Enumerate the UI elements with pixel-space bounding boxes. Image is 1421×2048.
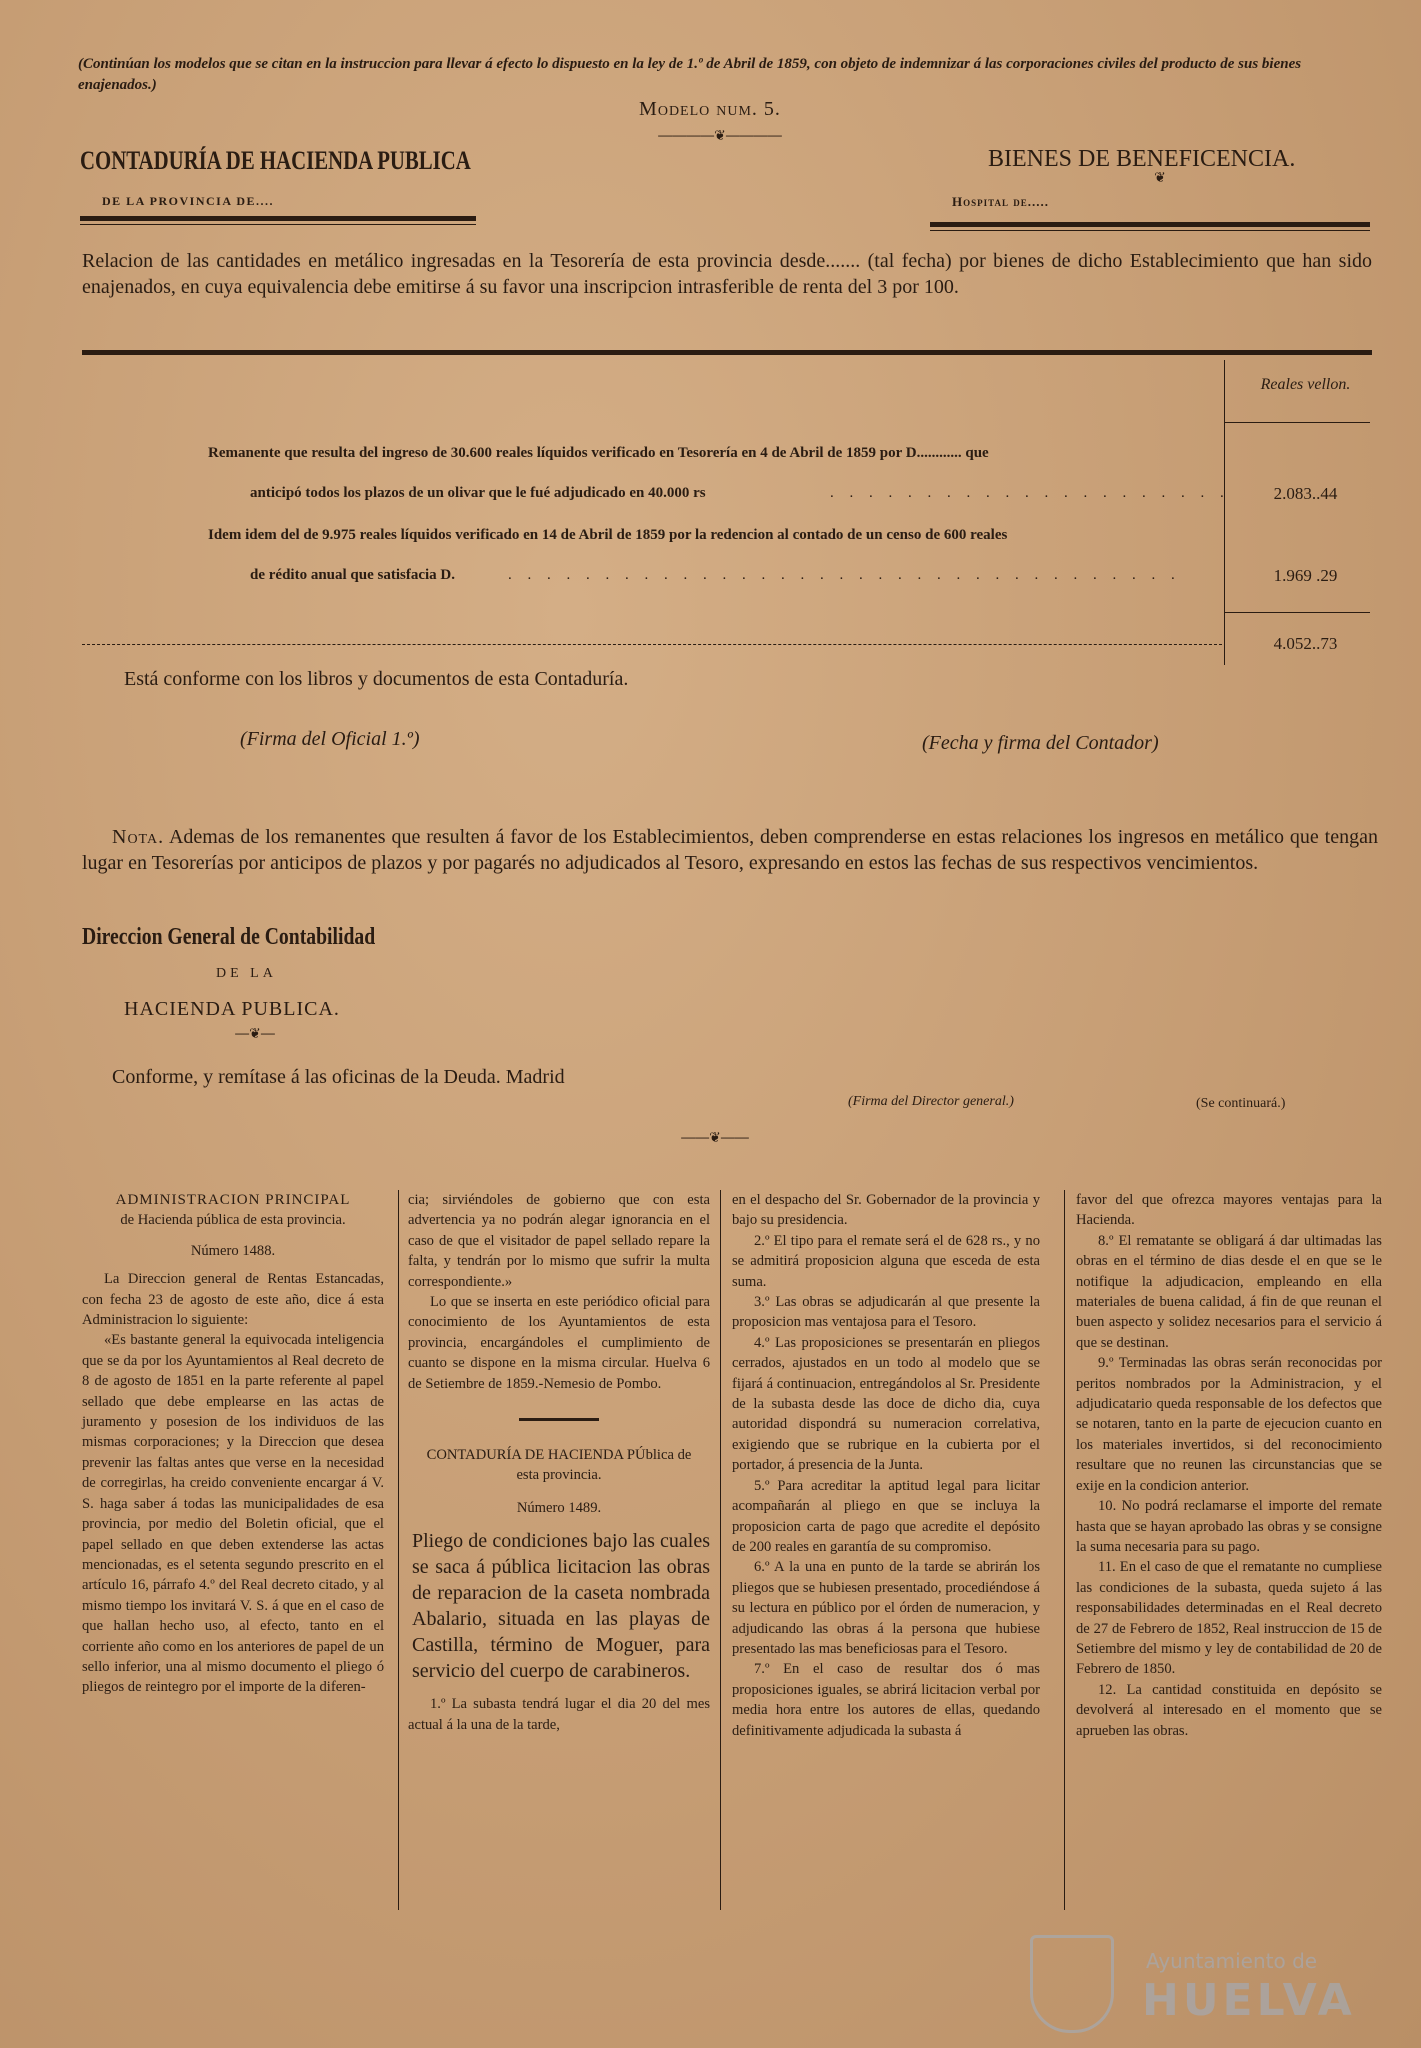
header-ornament: ――――❦―――― <box>658 128 782 144</box>
left-title: CONTADURÍA DE HACIENDA PUBLICA <box>80 146 471 175</box>
row1-line1: Remanente que resulta del ingreso de 30.600 reales líquidos verificado en Tesorería en 4 de Abril de 1859 por D............ que <box>208 445 989 461</box>
total-rule <box>1224 612 1370 613</box>
c2-numero: Número 1489. <box>516 1499 602 1516</box>
modelo-label: Modelo num. 5. <box>639 98 781 120</box>
total-amount: 4.052..73 <box>1273 634 1338 653</box>
c4-p6: 12. La cantidad constituida en depósito se devolverá al interesado en el momento que se aprueben las obras. <box>1076 1681 1382 1739</box>
col-divider-2 <box>720 1190 721 1910</box>
col-divider-1 <box>398 1190 399 1910</box>
nota-label: Nota. <box>112 826 165 848</box>
continuation-note-text: (Continúan los modelos que se citan en la instruccion para llevar á efecto lo dispuesto en la ley de 1.º de Abril de 1859, con objeto de indemnizar á las corporaciones civiles del producto de sus bienes enajenados.) <box>78 56 1302 93</box>
c2-p1: cia; sirviéndoles de gobierno que con esta advertencia ya no podrán alegar ignorancia en el caso de que el visitador de papel sellado repare la falta, y tendrán por lo mismo que sufrir la multa correspondiente.» <box>408 1192 710 1290</box>
se-continuara: (Se continuará.) <box>1196 1096 1286 1111</box>
column-3 <box>732 1190 1040 1741</box>
c3-p2: 2.º El tipo para el remate será el de 628 rs., y no se admitirá proposicion alguna que esceda de esta suma. <box>732 1232 1040 1290</box>
c3-p6: 6.º A la una en punto de la tarde se abrirán los pliegos que se hubiesen presentado, procediéndose á su lectura en público por el órden de numeracion, y adjudicando las obras á la persona que hubiese presentado las mas beneficiosas para el Tesoro. <box>732 1559 1040 1657</box>
watermark-line1: Ayuntamiento de <box>1146 1949 1318 1973</box>
left-subtitle: DE LA PROVINCIA DE.... <box>102 194 275 208</box>
right-title-rule <box>930 222 1370 227</box>
row2-dots: . . . . . . . . . . . . . . . . . . . . . . . . . . . . . . . . . . . <box>508 567 1181 583</box>
direccion-line2: DE LA <box>216 966 277 981</box>
table-top-rule <box>82 350 1372 355</box>
left-title-rule <box>80 216 476 221</box>
row2-line2: de rédito anual que satisfacia D. <box>250 567 456 583</box>
fecha-contador: (Fecha y firma del Contador) <box>922 732 1159 754</box>
firma-oficial: (Firma del Oficial 1.º) <box>240 728 420 750</box>
c4-p5: 11. En el caso de que el rematante no cumpliese las condiciones de la subasta, queda sujeto á las responsabilidades determinadas en el Real decreto de 27 de Febrero de 1852, Real instruccion de 15 de Setiembre del mismo y ley de contabilidad de 20 de Febrero de 1850. <box>1076 1559 1382 1678</box>
row2-line1: Idem idem del de 9.975 reales líquidos verificado en 14 de Abril de 1859 por la redencion al contado de un censo de 600 reales <box>208 527 1008 543</box>
c4-p1: favor del que ofrezca mayores ventajas para la Hacienda. <box>1076 1192 1382 1229</box>
c2-p2: Lo que se inserta en este periódico oficial para conocimiento de los Ayuntamientos de esta provincia, encargándoles el cumplimiento de cuanto se dispone en la misma circular. Huelva 6 de Setiembre de 1859.-Nemesio de Pombo. <box>408 1294 710 1392</box>
c3-p5: 5.º Para acreditar la aptitud legal para licitar acompañarán al pliego en que se incluya la proposicion carta de pago que acredite el depósito de 200 reales en garantía de su compromiso. <box>732 1477 1040 1555</box>
column-2 <box>408 1190 710 1735</box>
watermark-seal-icon <box>1030 1935 1114 2033</box>
c3-p1: en el despacho del Sr. Gobernador de la provincia y bajo su presidencia. <box>732 1192 1040 1229</box>
c3-p3: 3.º Las obras se adjudicarán al que presente la proposicion mas ventajosa para el Tesoro. <box>732 1294 1040 1331</box>
row1-dots: . . . . . . . . . . . . . . . . . . . . . <box>830 485 1230 501</box>
watermark-line2: HUELVA <box>1142 1975 1356 2026</box>
c4-p4: 10. No podrá reclamarse el importe del remate hasta que se hayan aprobado las obras y se consigne la suma necesaria para su pago. <box>1076 1498 1382 1555</box>
table-column-divider <box>1224 360 1225 665</box>
column-4 <box>1076 1190 1382 1741</box>
c2-heading1: CONTADURÍA DE HACIENDA PÚblica de esta provincia. <box>426 1447 692 1484</box>
nota-paragraph <box>82 824 1378 876</box>
c2-divider <box>519 1418 599 1421</box>
c2-p3: 1.º La subasta tendrá lugar el dia 20 del mes actual á la una de la tarde, <box>408 1696 710 1733</box>
direccion-conforme: Conforme, y remítase á las oficinas de la Deuda. Madrid <box>112 1066 565 1088</box>
row2-amount: 1.969 .29 <box>1273 566 1338 585</box>
right-title-rule-thin <box>930 230 1370 231</box>
c4-p3: 9.º Terminadas las obras serán reconocidas por peritos nombrados por la Administracion, y el adjudicatario queda responsable de los defectos que se notaren, tanto en la parte de ejecucion cuanto en los materiales invertidos, si del reconocimiento resultare que no reunen las circunstancias que se exije en la condicion anterior. <box>1076 1355 1382 1494</box>
c3-p7: 7.º En el caso de resultar dos ó mas proposiciones iguales, se abrirá licitacion verbal por media hora entre los autores de ellas, quedando definitivamente adjudicada la subasta á <box>732 1661 1040 1739</box>
table-bottom-rule <box>82 644 1222 646</box>
direccion-ornament: ―❦― <box>235 1026 275 1042</box>
col-divider-3 <box>1064 1190 1065 1910</box>
direccion-firma: (Firma del Director general.) <box>848 1094 1014 1109</box>
c1-numero: Número 1488. <box>190 1242 276 1259</box>
c1-heading1: ADMINISTRACION PRINCIPAL <box>115 1192 351 1208</box>
c4-p2: 8.º El rematante se obligará á dar ultimadas las obras en el término de dias desde el en que se le notifique la adjudicacion, empleando en ella materiales de buena calidad, á fin de que reunan el buen aspecto y solidez necesarios para el servicio á que se destinan. <box>1076 1232 1382 1351</box>
c1-p1: La Direccion general de Rentas Estancadas, con fecha 23 de agosto de este año, dice á esta Administracion lo siguiente: <box>82 1271 384 1329</box>
right-title-ornament: ❦ <box>1154 170 1166 186</box>
left-title-rule-thin <box>80 224 476 225</box>
direccion-line1: Direccion General de Contabilidad <box>82 924 376 950</box>
c1-heading2: de Hacienda pública de esta provincia. <box>120 1212 346 1229</box>
right-title: BIENES DE BENEFICENCIA. <box>988 146 1296 172</box>
direccion-line3: HACIENDA PUBLICA. <box>124 998 340 1020</box>
row1-line2: anticipó todos los plazos de un olivar que le fué adjudicado en 40.000 rs <box>250 485 706 501</box>
row1-amount: 2.083..44 <box>1273 484 1338 503</box>
relacion-text: Relacion de las cantidades en metálico ingresadas en la Tesorería de esta provincia desde....... (tal fecha) por bienes de dicho Establecimiento que han sido enajenados, en cuya equivalencia debe emitirse á su favor una inscripcion intrasferible de renta del 3 por 100. <box>82 250 1372 298</box>
column-header-rule <box>1224 422 1370 423</box>
column-header: Reales vellon. <box>1260 376 1351 393</box>
right-subtitle: Hospital de..... <box>952 194 1049 209</box>
c2-pliego: Pliego de condiciones bajo las cuales se saca á pública licitacion las obras de reparacion de la caseta nombrada Abalario, situada en las playas de Castilla, término de Moguer, para servicio del cuerpo de carabineros. <box>412 1530 710 1683</box>
nota-text: Ademas de los remanentes que resulten á favor de los Establecimientos, deben comprenderse en estas relaciones los ingresos en metálico que tengan lugar en Tesorerías por anticipos de plazos y por pagarés no adjudicados al Tesoro, expresando en estos las fechas de sus respectivos vencimientos. <box>82 826 1378 874</box>
relacion-paragraph <box>82 248 1372 300</box>
column-1 <box>82 1190 384 1698</box>
conforme-line: Está conforme con los libros y documentos de esta Contaduría. <box>124 668 629 690</box>
c1-p2: «Es bastante general la equivocada inteligencia que se da por los Ayuntamientos al Real decreto de 8 de agosto de 1851 en la parte referente al papel sellado que debe emplearse en las actas de juramento y posesion de los individuos de las mismas corporaciones; y la Direccion que desea prevenir las faltas antes que verse en la necesidad de corregirlas, ha creido conveniente encargar á V. S. haga saber á todas las municipalidades de esa provincia, por medio del Boletin oficial, que el papel sellado en que deben extenderse las actas mencionadas, es el setenta segundo prescrito en el artículo 16, párrafo 4.º del Real decreto citado, y al mismo tiempo los invitará V. S. á que en el caso de que hallan hecho uso, al efecto, tanto en el corriente año como en los anteriores de papel de un sello inferior, una al mismo documento el pliego ó pliegos de reintegro por el importe de la diferen- <box>82 1332 384 1696</box>
c3-p4: 4.º Las proposiciones se presentarán en pliegos cerrados, ajustados en un todo al modelo que se fijará á continuacion, entregándolos al Sr. Presidente de la subasta desde las doce de dicho dia, cuya autoridad dispondrá su numeracion correlativa, exigiendo que se rubrique en la cubierta por el portador, á presencia de la Junta. <box>732 1334 1040 1474</box>
continuation-note <box>78 54 1378 96</box>
section-ornament: ――❦―― <box>681 1130 749 1146</box>
